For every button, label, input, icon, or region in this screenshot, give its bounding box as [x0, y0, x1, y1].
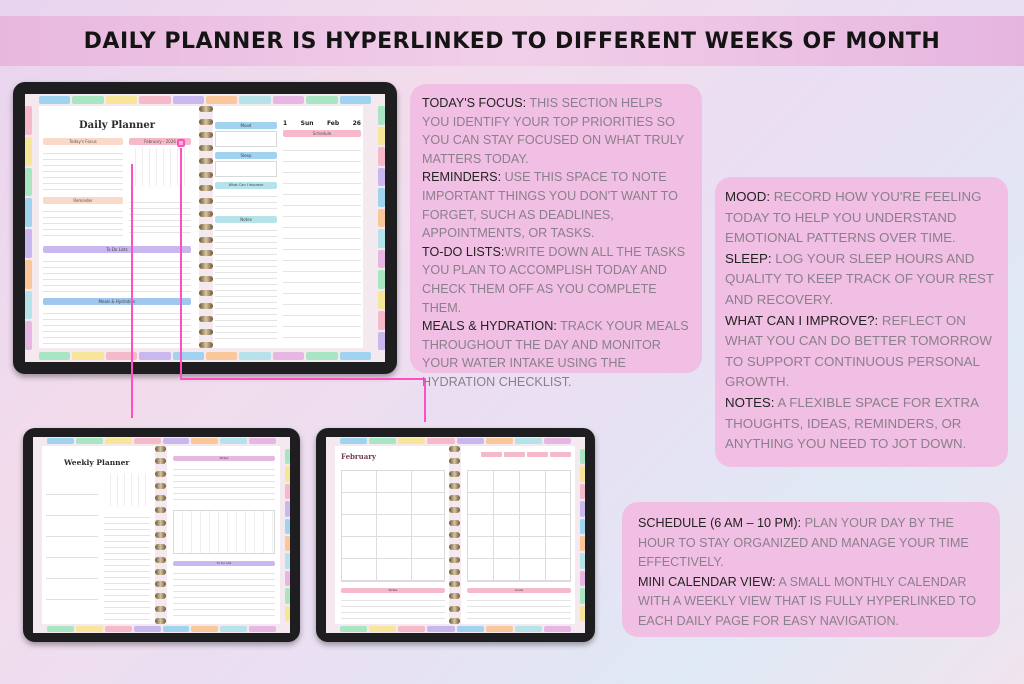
mini-calendar-header: February - 2026: [129, 138, 191, 145]
sleep-header: Sleep: [215, 152, 277, 159]
improve-lines[interactable]: [215, 191, 277, 213]
spiral-binding: [449, 446, 460, 624]
daily-right-page: [213, 106, 363, 348]
desc-mood: MOOD: RECORD HOW YOU'RE FEELING TODAY TO HELP YOU UNDERSTAND EMOTIONAL PATTERNS OVER TIME.: [725, 189, 982, 246]
todays-focus-header: Today's Focus: [43, 138, 123, 145]
month-grid-left[interactable]: [341, 470, 445, 582]
top-tabs[interactable]: [25, 96, 385, 104]
description-box-bottom: [622, 502, 1000, 637]
desc-to-do-lists: TO-DO LISTS:WRITE DOWN ALL THE TASKS YOU PLAN TO ACCOMPLISH TODAY AND CHECK THEM OFF AS YOU COMPLETE THEM.: [422, 244, 686, 315]
title-banner: [0, 16, 1024, 66]
meals-lines[interactable]: [43, 308, 191, 344]
desc-mini-calendar: MINI CALENDAR VIEW: A SMALL MONTHLY CALENDAR WITH A WEEKLY VIEW THAT IS FULLY HYPERLINKED TO EACH DAILY PAGE FOR EASY NAVIGATION.: [638, 574, 977, 628]
weekly-planner-heading: Weekly Planner: [64, 458, 130, 467]
schedule-lines[interactable]: [283, 140, 361, 340]
to-do-lists-header: To Do Lists: [43, 246, 191, 253]
bottom-tabs[interactable]: [33, 626, 290, 632]
todays-focus-lines[interactable]: [43, 148, 123, 190]
meals-header: Meals & Hydration: [43, 298, 191, 305]
description-box-right: [715, 177, 1008, 467]
monthly-goals-lines[interactable]: [467, 595, 571, 621]
reminder-lines[interactable]: [43, 206, 123, 238]
daily-left-page: [39, 106, 199, 348]
improve-header: What Can I Improve: [215, 182, 277, 189]
monthly-right-page: [461, 446, 575, 624]
monthly-left-page: [335, 446, 449, 624]
monthly-planner-screen: [326, 437, 585, 633]
desc-reminders: REMINDERS: USE THIS SPACE TO NOTE IMPORTANT THINGS YOU DON'T WANT TO FORGET, SUCH AS DEADLINES, APPOINTMENTS, OR TASKS.: [422, 170, 678, 241]
mood-header: Mood: [215, 122, 277, 129]
calendar-link-marker: [177, 139, 185, 147]
weekly-mini-calendar[interactable]: [104, 474, 150, 506]
weekly-left-page: [42, 446, 155, 624]
desc-improve: WHAT CAN I IMPROVE?: REFLECT ON WHAT YOU CAN DO BETTER TOMORROW TO SUPPORT CONTINUOUS PERSONAL GROWTH.: [725, 312, 992, 390]
link-line-monthly-h: [180, 378, 426, 380]
link-line-monthly-v1: [180, 148, 182, 379]
section-tabs[interactable]: [25, 106, 32, 350]
weekly-todo-header: To Do List: [173, 561, 275, 566]
to-do-lines[interactable]: [43, 256, 191, 292]
week-link-tabs[interactable]: [481, 452, 571, 457]
desc-notes: NOTES: A FLEXIBLE SPACE FOR EXTRA THOUGHTS, IDEAS, REMINDERS, OR ANYTHING YOU NEED TO JOT DOWN.: [725, 394, 979, 452]
date-header: 1 Sun Feb 26: [283, 120, 361, 127]
desc-sleep: SLEEP: LOG YOUR SLEEP HOURS AND QUALITY TO KEEP TRACK OF YOUR REST AND RECOVERY.: [725, 250, 994, 307]
habit-tracker[interactable]: [173, 510, 275, 554]
description-box-left: [410, 84, 702, 389]
month-heading: February: [341, 452, 377, 461]
desc-schedule: SCHEDULE (6 AM – 10 PM): PLAN YOUR DAY BY THE HOUR TO STAY ORGANIZED AND MANAGE YOUR TIME EFFECTIVELY.: [638, 516, 969, 570]
schedule-header: Schedule: [283, 130, 361, 137]
page-title: DAILY PLANNER IS HYPERLINKED TO DIFFERENT WEEKS OF MONTH: [83, 28, 941, 54]
sleep-tracker[interactable]: [215, 161, 277, 177]
spiral-binding: [199, 106, 213, 348]
reminder-header: Reminder: [43, 197, 123, 204]
daily-notes-lines[interactable]: [215, 225, 277, 341]
monthly-notes-header: Notes: [341, 588, 445, 593]
daily-planner-tablet: [13, 82, 397, 374]
weekly-notes-header: Notes: [173, 456, 275, 461]
mood-tracker[interactable]: [215, 131, 277, 147]
monthly-planner-tablet: [316, 428, 595, 642]
top-tabs[interactable]: [33, 438, 290, 444]
bottom-tabs[interactable]: [326, 626, 585, 632]
daily-planner-heading: Daily Planner: [79, 120, 156, 131]
weekly-right-page: [167, 446, 280, 624]
monthly-notes-lines[interactable]: [341, 595, 445, 621]
notes-header: Notes: [215, 216, 277, 223]
weekly-planner-screen: [33, 437, 290, 633]
monthly-goals-header: Goals: [467, 588, 571, 593]
bottom-tabs[interactable]: [25, 352, 385, 360]
daily-planner-screen: [25, 94, 385, 362]
weekly-todo-lines[interactable]: [173, 568, 275, 620]
top-tabs[interactable]: [326, 438, 585, 444]
month-tabs[interactable]: [285, 449, 290, 621]
weekly-days-lines-right[interactable]: [104, 512, 150, 620]
weekly-planner-tablet: [23, 428, 300, 642]
link-line-weekly: [131, 164, 133, 418]
desc-todays-focus: TODAY'S FOCUS: THIS SECTION HELPS YOU IDENTIFY YOUR TOP PRIORITIES SO YOU CAN STAY FOCUSED ON WHAT TRULY MATTERS TODAY.: [422, 96, 684, 166]
spiral-binding: [155, 446, 166, 624]
month-tabs[interactable]: [580, 449, 585, 621]
weekly-notes-lines[interactable]: [173, 464, 275, 504]
month-grid-right[interactable]: [467, 470, 571, 582]
desc-meals-hydration: MEALS & HYDRATION: TRACK YOUR MEALS THROUGHOUT THE DAY AND MONITOR YOUR WATER INTAKE USING THE HYDRATION CHECKLIST.: [422, 319, 689, 389]
month-tabs[interactable]: [378, 106, 385, 350]
weekly-days-lines[interactable]: [46, 476, 98, 620]
